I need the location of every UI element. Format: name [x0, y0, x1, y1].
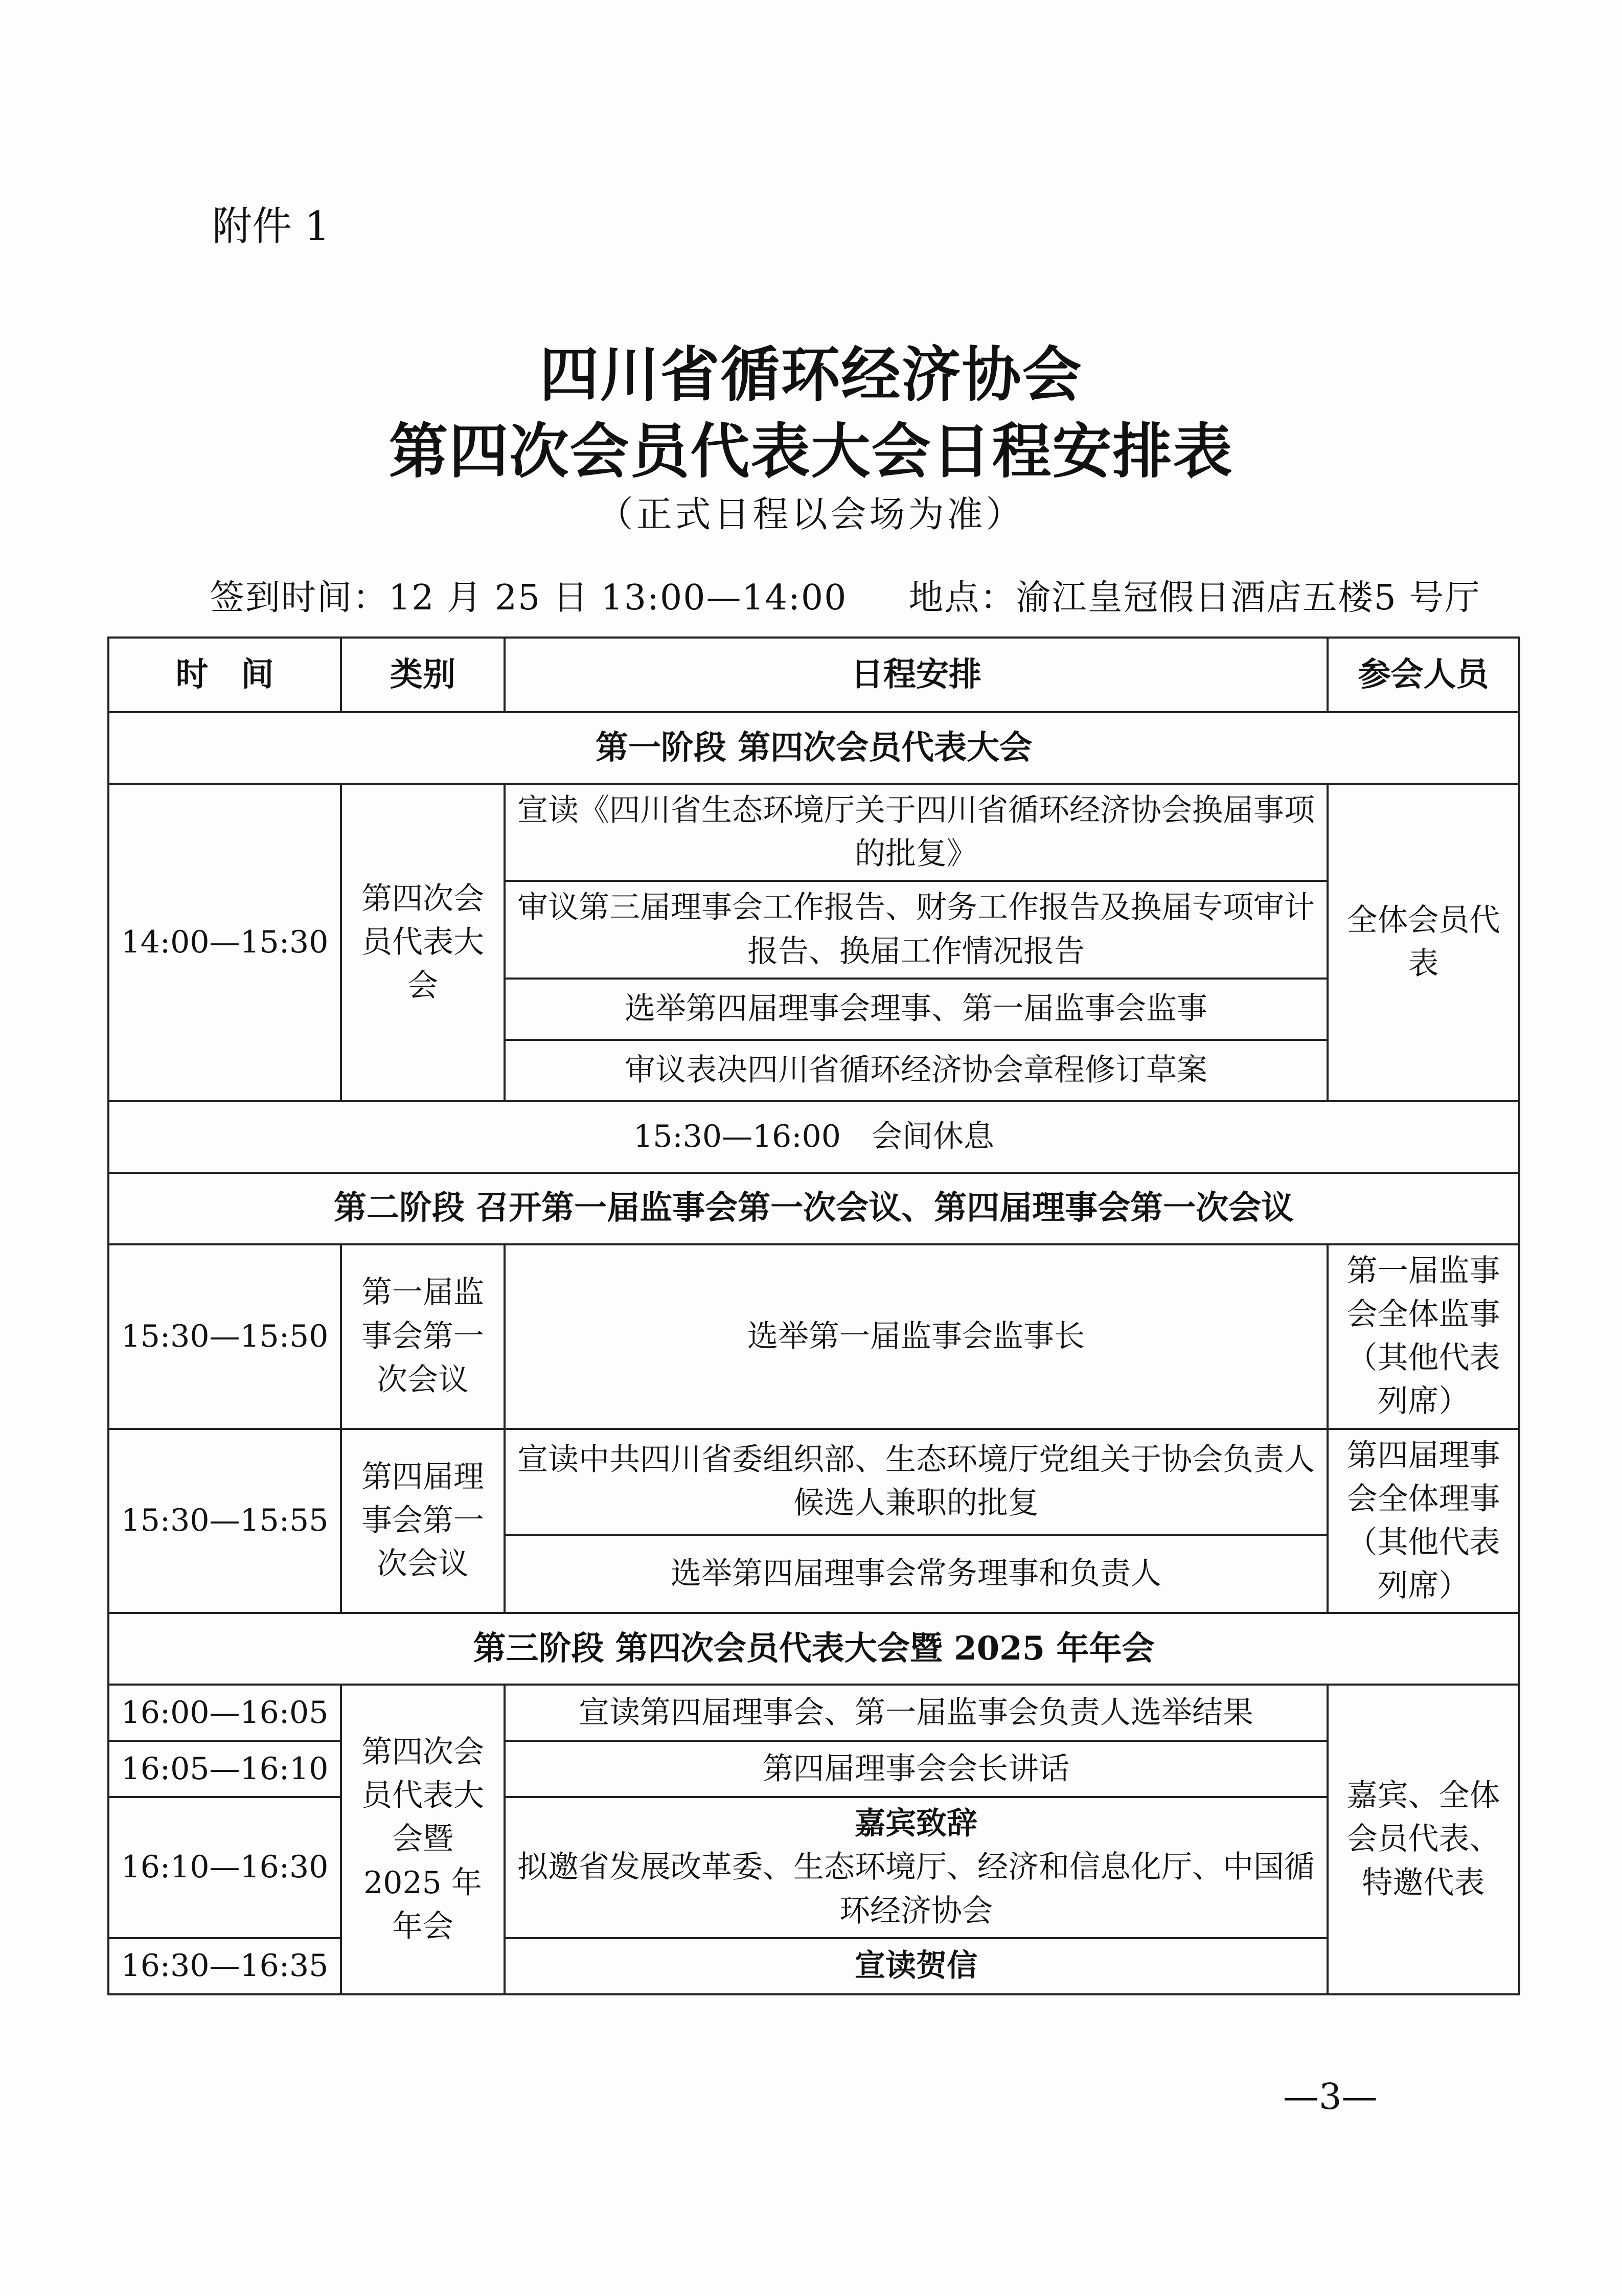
- stage-1-item-4: 审议表决四川省循环经济协会章程修订草案: [505, 1040, 1328, 1101]
- header-category: 类别: [341, 638, 505, 712]
- subtitle: （正式日程以会场为准）: [597, 493, 1025, 535]
- attachment-label: 附件 1: [212, 203, 330, 249]
- header-row: [108, 638, 1519, 712]
- stage-2-row1-category: 第一届监事会第一次会议: [341, 1244, 505, 1429]
- table-row: [108, 1797, 1519, 1938]
- stage-2-row: [108, 1173, 1519, 1244]
- table-row: [108, 1685, 1519, 1741]
- stage-2-row1-attendees: 第一届监事会全体监事（其他代表列席）: [1328, 1244, 1519, 1429]
- break-text: 15:30—16:00 会间休息: [108, 1101, 1519, 1173]
- stage-2-row2-item-1: 宣读中共四川省委组织部、生态环境厅党组关于协会负责人候选人兼职的批复: [505, 1429, 1328, 1535]
- page-number: —3—: [1283, 2076, 1378, 2118]
- stage-2-row2-attendees: 第四届理事会全体理事（其他代表列席）: [1328, 1429, 1519, 1613]
- stage-3-item-1: 宣读第四届理事会、第一届监事会负责人选举结果: [505, 1685, 1328, 1741]
- stage-1-item-1: 宣读《四川省生态环境厅关于四川省循环经济协会换届事项的批复》: [505, 784, 1328, 881]
- stage-1-row: [108, 712, 1519, 784]
- stage-3-time-3: 16:10—16:30: [108, 1797, 341, 1938]
- signin-place: 地点：渝江皇冠假日酒店五楼5 号厅: [908, 578, 1481, 618]
- title-line-1: 四川省循环经济协会: [539, 340, 1083, 410]
- stage-3-row: [108, 1613, 1519, 1685]
- stage-1-item-2: 审议第三届理事会工作报告、财务工作报告及换届专项审计报告、换届工作情况报告: [505, 881, 1328, 978]
- table-row: [108, 1938, 1519, 1994]
- stage-3-time-4: 16:30—16:35: [108, 1938, 341, 1994]
- stage-1-time: 14:00—15:30: [108, 784, 341, 1101]
- schedule-table: [107, 636, 1520, 1995]
- signin-info: [210, 570, 1480, 620]
- break-row: [108, 1101, 1519, 1173]
- table-row: [108, 1244, 1519, 1429]
- stage-3-item-3: [505, 1797, 1328, 1938]
- stage-3-item-3-title: 嘉宾致辞: [855, 1806, 977, 1842]
- stage-1-attendees: 全体会员代表: [1328, 784, 1519, 1101]
- stage-1-category: 第四次会员代表大会: [341, 784, 505, 1101]
- stage-3-item-3-text: 拟邀省发展改革委、生态环境厅、经济和信息化厅、中国循环经济协会: [517, 1849, 1315, 1929]
- header-agenda: 日程安排: [505, 638, 1328, 712]
- signin-time: 签到时间：12 月 25 日 13:00—14:00: [210, 578, 848, 618]
- stage-2-row2-time: 15:30—15:55: [108, 1429, 341, 1613]
- stage-3-item-4: 宣读贺信: [505, 1938, 1328, 1994]
- stage-3-attendees: 嘉宾、全体会员代表、特邀代表: [1328, 1685, 1519, 1994]
- table-row: [108, 1741, 1519, 1797]
- table-row: [108, 1429, 1519, 1535]
- stage-3-title: 第三阶段 第四次会员代表大会暨 2025 年年会: [108, 1613, 1519, 1685]
- stage-2-row2-item-2: 选举第四届理事会常务理事和负责人: [505, 1535, 1328, 1613]
- title-line-2: 第四次会员代表大会日程安排表: [389, 417, 1233, 486]
- stage-3-item-2: 第四届理事会会长讲话: [505, 1741, 1328, 1797]
- stage-2-row2-category: 第四届理事会第一次会议: [341, 1429, 505, 1613]
- stage-2-title: 第二阶段 召开第一届监事会第一次会议、第四届理事会第一次会议: [108, 1173, 1519, 1244]
- stage-1-item-3: 选举第四届理事会理事、第一届监事会监事: [505, 979, 1328, 1040]
- header-time: 时 间: [108, 638, 341, 712]
- stage-1-title: 第一阶段 第四次会员代表大会: [108, 712, 1519, 784]
- header-attendees: 参会人员: [1328, 638, 1519, 712]
- stage-2-row1-item: 选举第一届监事会监事长: [505, 1244, 1328, 1429]
- stage-3-category: 第四次会员代表大会暨 2025 年年会: [341, 1685, 505, 1994]
- stage-2-row1-time: 15:30—15:50: [108, 1244, 341, 1429]
- table-row: [108, 784, 1519, 881]
- stage-3-time-2: 16:05—16:10: [108, 1741, 341, 1797]
- stage-3-time-1: 16:00—16:05: [108, 1685, 341, 1741]
